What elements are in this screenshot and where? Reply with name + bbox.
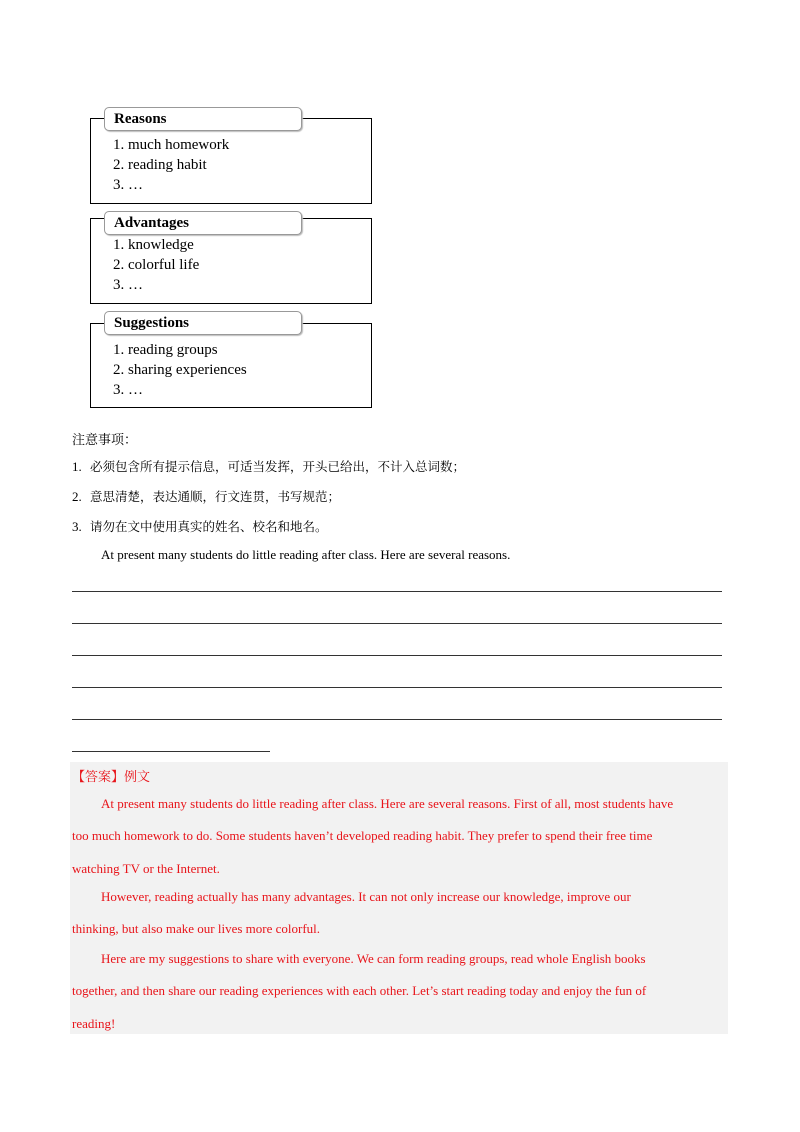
reasons-item: 2. reading habit [113,157,207,173]
answer-heading: 【答案】例文 [72,770,151,785]
advantages-item: 3. … [113,277,143,293]
note-number: 3. [72,519,82,534]
answer-section [70,762,728,1034]
answer-line: together, and then share our reading experiences with each other. Let’s start reading today and enjoy the fun of [72,983,647,999]
advantages-label: Advantages [104,211,302,235]
answer-line: thinking, but also make our lives more colorful. [72,921,321,937]
answer-paragraph [72,881,728,946]
answer-paragraph [72,943,728,1040]
note-text: 意思清楚，表达通顺，行文连贯，书写规范； [90,489,341,504]
suggestions-box [90,323,372,408]
answer-line: Here are my suggestions to share with everyone. We can form reading groups, read whole English books [101,951,646,966]
answer-paragraph [72,788,728,885]
answer-line: watching TV or the Internet. [72,860,220,876]
note-text: 请勿在文中使用真实的姓名、校名和地名。 [90,519,328,534]
reasons-label: Reasons [104,107,302,131]
reasons-item: 3. … [113,177,143,193]
note-text: 必须包含所有提示信息，可适当发挥，开头已给出，不计入总词数； [90,459,466,474]
reasons-item: 1. much homework [113,137,230,153]
answer-line: reading! [72,1015,116,1031]
suggestions-item: 1. reading groups [113,342,218,358]
writing-line-short [72,751,270,752]
writing-line [72,687,722,688]
writing-line [72,655,722,656]
note-item [72,517,328,535]
note-number: 2. [72,489,82,504]
answer-line: At present many students do little reading after class. Here are several reasons. First of all, most students have [101,796,674,811]
essay-starter: At present many students do little reading after class. Here are several reasons. [101,547,511,562]
answer-line: However, reading actually has many advantages. It can not only increase our knowledge, improve our [101,889,631,904]
notes-title: 注意事项： [72,433,138,448]
suggestions-item: 2. sharing experiences [113,362,247,378]
advantages-item: 2. colorful life [113,257,200,273]
advantages-item: 1. knowledge [113,237,194,253]
writing-line [72,623,722,624]
answer-line: too much homework to do. Some students haven’t developed reading habit. They prefer to spend their free time [72,828,653,844]
note-number: 1. [72,459,82,474]
suggestions-label: Suggestions [104,311,302,335]
note-item [72,457,465,475]
note-item [72,487,340,505]
writing-line [72,719,722,720]
writing-line [72,591,722,592]
suggestions-item: 3. … [113,382,143,398]
